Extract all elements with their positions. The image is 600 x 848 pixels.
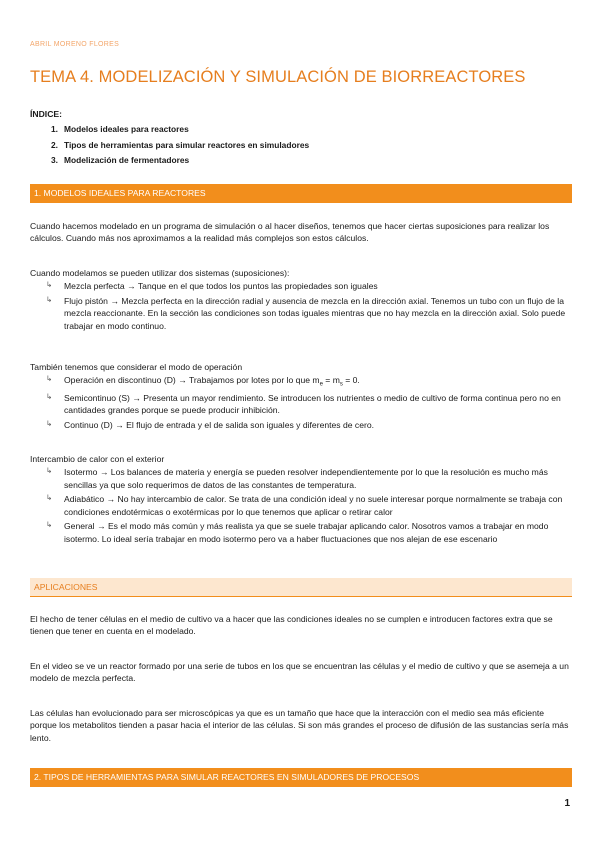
exchange-list <box>30 453 572 547</box>
section-heading-2: 2. TIPOS DE HERRAMIENTAS PARA SIMULAR REACTORES EN SIMULADORES DE PROCESOS <box>30 768 572 787</box>
list-item: ↳ Isotermo → Los balances de materia y energía se pueden resolver independientemente por lo que la resolución es mucho más sencillas ya que solo requerimos de datos de las constantes de temperatura. <box>46 466 548 490</box>
index-item: 3. Modelización de fermentadores <box>51 155 190 166</box>
index-item: 1. Modelos ideales para reactores <box>51 124 189 135</box>
list-item: ↳ Adiabático → No hay intercambio de calor. Se trata de una condición ideal y no suele interesar porque normalmente se trabaja con condiciones endotérmicas o exotérmicas por lo que tenemos que aplicar o retirar calor <box>46 493 563 517</box>
exchange-head: Intercambio de calor con el exterior <box>30 454 165 464</box>
applications-paragraph: El hecho de tener células en el medio de cultivo va a hacer que las condiciones ideales no se cumplen e introducen factores extra que se tienen que tener en cuenta en el modelado. <box>30 614 553 637</box>
list-item: ↳ Continuo (D) → El flujo de entrada y el de salida son iguales y diferentes de cero. <box>46 418 375 430</box>
arrow-bullet-icon: ↳ <box>46 391 53 401</box>
operation-list <box>30 361 572 433</box>
arrow-bullet-icon: ↳ <box>46 280 53 290</box>
applications-paragraph: Las células han evolucionado para ser microscópicas ya que es un tamaño que hace que la interacción con el medio sea más eficiente porque los metabolitos tienden a pasar hacia el interior de las células. Si son más grandes el proceso de difusión de las sustancias sería más lento. <box>30 708 569 743</box>
list-item: ↳ Mezcla perfecta → Tanque en el que todos los puntos las propiedades son iguales <box>46 280 378 292</box>
systems-head: Cuando modelamos se pueden utilizar dos sistemas (suposiciones): <box>30 268 290 278</box>
arrow-bullet-icon: ↳ <box>46 466 53 476</box>
list-item: ↳ Operación en discontinuo (D) → Trabajamos por lotes por lo que $m_e = m_s = 0$. <box>46 374 360 389</box>
arrow-bullet-icon: ↳ <box>46 418 53 428</box>
list-item: ↳ Flujo pistón → Mezcla perfecta en la dirección radial y ausencia de mezcla en la dirección axial. Tenemos un tubo con un flujo de la mezcla reaccionante. En la sección las condiciones son todas iguales mientras que no hay mezcla en la dirección axial. Solo puede trabajar en modo continuo. <box>46 294 566 331</box>
arrow-bullet-icon: ↳ <box>46 374 53 384</box>
page-number: 1 <box>564 798 570 809</box>
arrow-bullet-icon: ↳ <box>46 493 53 503</box>
list-item: ↳ General → Es el modo más común y más realista ya que se suele trabajar aplicando calor. Nosotros vamos a trabajar en modo isotermo. Lo ideal sería trabajar en modo isotermo pero va a haber fluctuaciones que nos alejan de ese escenario <box>46 520 549 544</box>
author-header: ABRIL MORENO FLORES <box>30 41 120 48</box>
section-heading-1: 1. MODELOS IDEALES PARA REACTORES <box>30 184 572 203</box>
operation-head: También tenemos que considerar el modo de operación <box>30 362 243 372</box>
applications-paragraph: En el video se ve un reactor formado por una serie de tubos en los que se encuentran las células y el medio de cultivo y que se asemeja a un modelo de mezcla perfecta. <box>30 661 569 684</box>
systems-list <box>30 267 572 334</box>
arrow-bullet-icon: ↳ <box>46 520 53 530</box>
page-title: TEMA 4. MODELIZACIÓN Y SIMULACIÓN DE BIORREACTORES <box>30 68 526 86</box>
index-item: 2. Tipos de herramientas para simular reactores en simuladores <box>51 139 310 150</box>
applications-heading: APLICACIONES <box>30 578 572 597</box>
list-item: ↳ Semicontinuo (S) → Presenta un mayor rendimiento. Se introducen los nutrientes o medio de cultivo de forma continua pero no en cantidades grandes porque se puede producir inhibición. <box>46 391 561 416</box>
arrow-bullet-icon: ↳ <box>46 294 53 304</box>
index-label: ÍNDICE: <box>30 109 62 119</box>
table-of-contents <box>30 108 309 169</box>
section1-intro: Cuando hacemos modelado en un programa de simulación o al hacer diseños, tenemos que hacer ciertas suposiciones para realizar los cálculos. Cuando más nos aproximamos a la realidad más complejos son estos cálculos. <box>30 221 550 244</box>
